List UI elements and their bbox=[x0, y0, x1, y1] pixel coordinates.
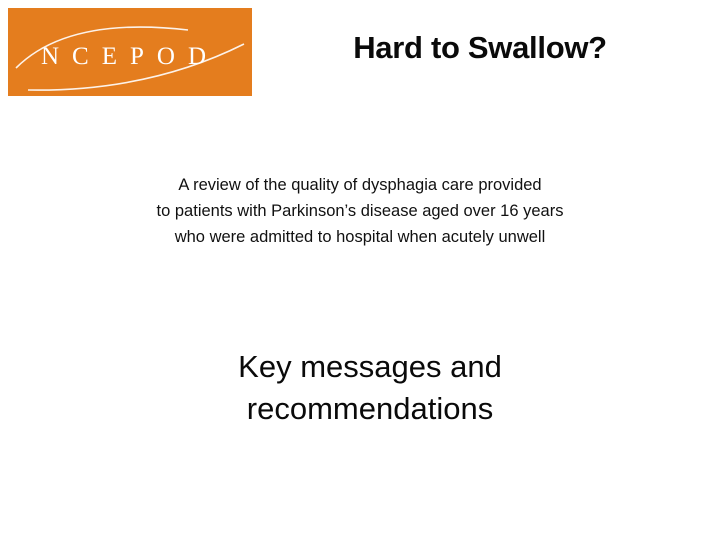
subtitle-line: A review of the quality of dysphagia care provided bbox=[178, 176, 542, 194]
subtitle-line: who were admitted to hospital when acutely unwell bbox=[174, 228, 546, 246]
ncepod-logo-icon bbox=[8, 8, 252, 96]
subtitle-line: to patients with Parkinson’s disease aged over 16 years bbox=[156, 202, 564, 220]
page-title: Hard to Swallow? bbox=[353, 30, 607, 65]
section-heading-line: recommendations bbox=[246, 391, 494, 426]
section-heading bbox=[120, 346, 620, 430]
logo-text: NCEPOD bbox=[40, 43, 220, 70]
section-heading-line: Key messages and bbox=[238, 349, 502, 384]
ncepod-logo bbox=[8, 8, 252, 96]
subtitle bbox=[60, 172, 660, 250]
